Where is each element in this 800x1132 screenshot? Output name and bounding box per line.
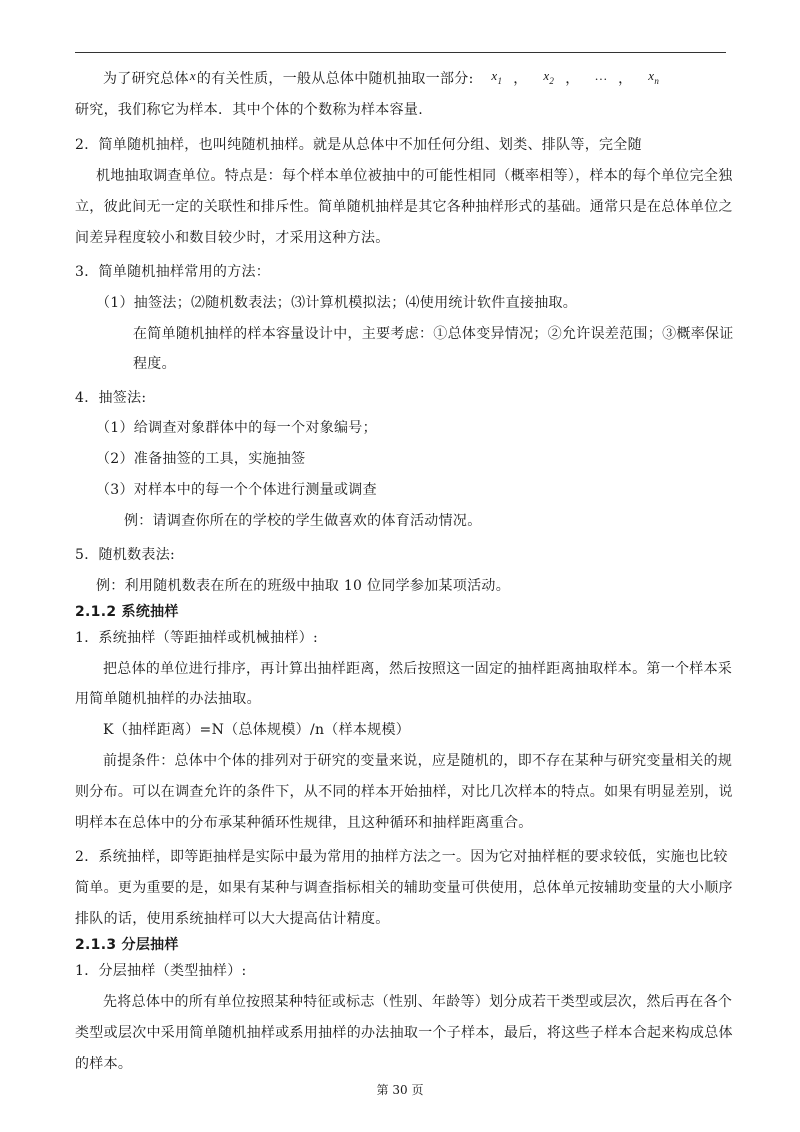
item4-example: 例：请调查你所在的学校的学生做喜欢的体育活动情况。 bbox=[124, 513, 482, 529]
item3-note-1: 在简单随机抽样的样本容量设计中，主要考虑：①总体变异情况；②允许误差范围；③概率保证 bbox=[133, 326, 734, 342]
section-heading-2-1-3: 2.1.3 分层抽样 bbox=[75, 937, 179, 953]
item2-line-1: 2．简单随机抽样，也叫纯随机抽样。就是从总体中不加任何分组、划类、排队等，完全随 bbox=[75, 137, 642, 153]
sec212-formula: K（抽样距离）=N（总体规模）/n（样本规模） bbox=[103, 722, 411, 738]
intro-text-mid: 的有关性质，一般从总体中随机抽取一部分: bbox=[196, 71, 474, 87]
sample-ellipsis: … bbox=[595, 68, 608, 83]
item4-title: 4．抽签法: bbox=[75, 390, 147, 406]
item4-step-3: （3）对样本中的每一个个体进行测量或调查 bbox=[96, 482, 377, 498]
intro-text-pre: 为了研究总体 bbox=[103, 71, 189, 87]
item5-example: 例：利用随机数表在所在的班级中抽取 10 位同学参加某项活动。 bbox=[96, 578, 511, 594]
sec212-definition: 1．系统抽样（等距抽样或机械抽样）: bbox=[75, 630, 319, 646]
sec212-p2-line-2: 则分布。可以在调查允许的条件下，从不同的样本开始抽样，对比几次样本的特点。如果有明显差别，说 bbox=[75, 784, 733, 800]
item4-step-1: （1）给调查对象群体中的每一个对象编号； bbox=[96, 420, 377, 436]
var-x: x bbox=[189, 68, 196, 83]
sec212-p3-line-3: 排队的话，使用系统抽样可以大大提高估计精度。 bbox=[75, 911, 390, 927]
sec212-p2-line-1: 前提条件：总体中个体的排列对于研究的变量来说，应是随机的，即不存在某种与研究变量相关的规 bbox=[103, 753, 733, 769]
item2-line-3: 立，彼此间无一定的关联性和排斥性。简单随机抽样是其它各种抽样形式的基础。通常只是在总体单位之 bbox=[75, 199, 733, 215]
sample-x2: $x_2$ bbox=[543, 68, 555, 86]
sec213-definition: 1．分层抽样（类型抽样）: bbox=[75, 963, 247, 979]
sec212-p1-line-2: 用简单随机抽样的办法抽取。 bbox=[75, 691, 261, 707]
sec212-p3-line-1: 2．系统抽样，即等距抽样是实际中最为常用的抽样方法之一。因为它对抽样框的要求较低，实施也比较 bbox=[75, 849, 728, 865]
sec212-p3-line-2: 简单。更为重要的是，如果有某种与调查指标相关的辅助变量可供使用，总体单元按辅助变量的大小顺序 bbox=[75, 880, 733, 896]
item3-methods: （1）抽签法；⑵随机数表法；⑶计算机模拟法；⑷使用统计软件直接抽取。 bbox=[96, 295, 578, 311]
item3-title: 3．简单随机抽样常用的方法： bbox=[75, 264, 271, 280]
item2-line-2: 机地抽取调查单位。特点是：每个样本单位被抽中的可能性相同（概率相等），样本的每个单位完全独 bbox=[96, 168, 733, 184]
intro-line-2: 研究，我们称它为样本．其中个体的个数称为样本容量. bbox=[75, 102, 423, 118]
header-rule bbox=[75, 52, 726, 53]
sec213-p1-line-1: 先将总体中的所有单位按照某种特征或标志（性别、年龄等）划分成若干类型或层次，然后再在各个 bbox=[103, 994, 733, 1010]
item3-note-2: 程度。 bbox=[133, 356, 176, 372]
sample-x1: $x_1$ bbox=[491, 68, 503, 86]
sample-list: $x_1$ ， $x_2$ ， … ， $x_n$ bbox=[491, 68, 660, 87]
item4-step-2: （2）准备抽签的工具，实施抽签 bbox=[96, 451, 306, 467]
intro-line-1 bbox=[103, 70, 660, 89]
sec213-p1-line-3: 的样本。 bbox=[75, 1056, 133, 1072]
sec212-p2-line-3: 明样本在总体中的分布承某种循环性规律，且这种循环和抽样距离重合。 bbox=[75, 815, 533, 831]
page-number: 第 30 页 bbox=[376, 1083, 424, 1097]
sample-xn: $x_n$ bbox=[648, 68, 660, 86]
item2-line-4: 间差异程度较小和数目较少时，才采用这种方法。 bbox=[75, 230, 390, 246]
sec213-p1-line-2: 类型或层次中采用简单随机抽样或系用抽样的办法抽取一个子样本，最后，将这些子样本合起来构成总体 bbox=[75, 1025, 733, 1041]
sec212-p1-line-1: 把总体的单位进行排序，再计算出抽样距离，然后按照这一固定的抽样距离抽取样本。第一个样本采 bbox=[103, 661, 733, 677]
section-heading-2-1-2: 2.1.2 系统抽样 bbox=[75, 604, 179, 620]
item5-title: 5．随机数表法: bbox=[75, 547, 176, 563]
